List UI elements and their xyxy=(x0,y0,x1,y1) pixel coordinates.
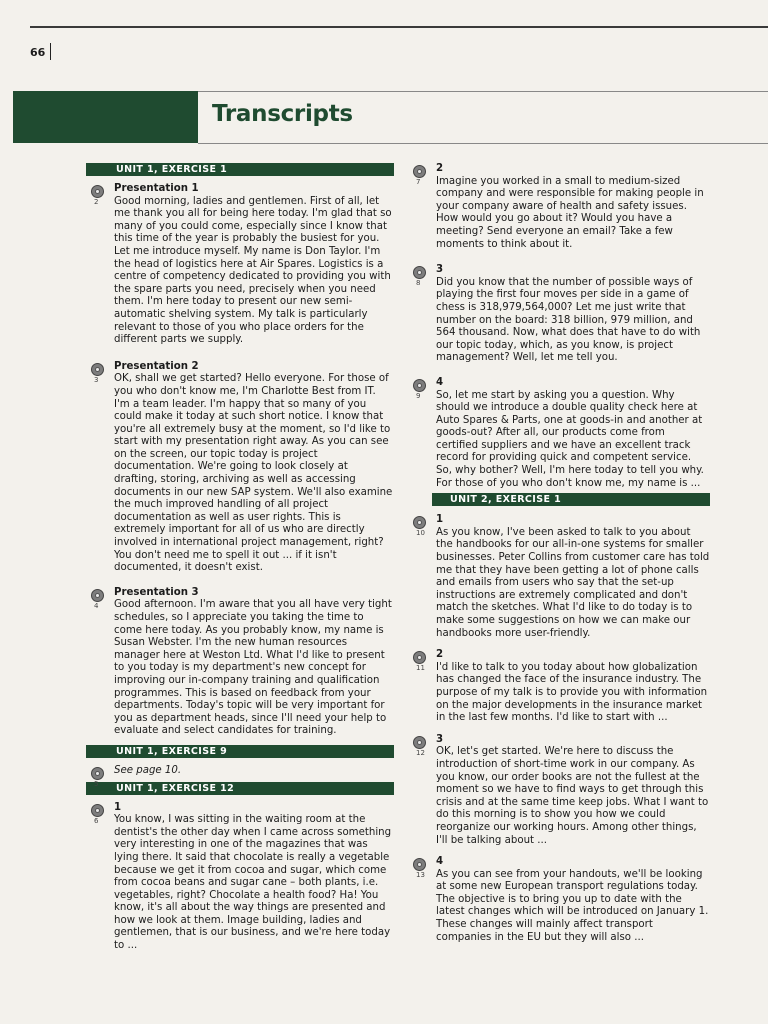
cd-icon xyxy=(413,651,426,664)
entry-text: I'd like to talk to you today about how globalization has changed the face of the insurance industry. The purpose of my talk is to provide you with information on the major developments in the insurance market in the last few months. I'd like to start with ... xyxy=(436,661,708,724)
cd-icon xyxy=(413,516,426,529)
page-number-divider xyxy=(50,43,51,60)
section-header: UNIT 2, EXERCISE 1 xyxy=(432,493,710,506)
top-rule xyxy=(30,26,768,28)
cd-icon xyxy=(91,767,104,780)
title-rule-top xyxy=(198,91,768,92)
entry-heading: Presentation 2 xyxy=(114,360,199,372)
transcript-entry xyxy=(408,649,710,725)
entry-text: See page 10. xyxy=(114,764,182,776)
entry-text: OK, let's get started. We're here to discuss the introduction of short-time work in our company. As you know, our order books are not the fullest at the moment so we have to find ways to get through this crisis and at the same time keep jobs. What I want to do this morning is to show you how we could reorganize our working hours. Among other things, I'll be talking about ... xyxy=(436,746,709,846)
track-number: 8 xyxy=(416,279,421,288)
cd-icon xyxy=(413,165,426,178)
cd-icon xyxy=(91,363,104,376)
entry-heading: 4 xyxy=(436,856,444,868)
entry-text: As you can see from your handouts, we'll be looking at some new European transport regulations today. The objective is to bring you up to date with the latest changes which will be introduced on January 1. These changes will mainly affect transport companies in the EU but they will also ... xyxy=(436,868,709,943)
cd-icon xyxy=(413,379,426,392)
page-number: 66 xyxy=(30,46,46,59)
transcript-entry xyxy=(408,264,710,365)
entry-heading: 3 xyxy=(436,733,444,745)
entry-heading: 4 xyxy=(436,376,444,388)
section-header: UNIT 1, EXERCISE 1 xyxy=(86,163,394,176)
transcript-entry xyxy=(86,183,394,347)
cd-icon xyxy=(91,804,104,817)
track-number: 3 xyxy=(94,375,99,384)
track-number: 11 xyxy=(416,664,425,673)
entry-heading: 2 xyxy=(436,163,444,174)
transcript-entry xyxy=(408,734,710,847)
entry-heading: 1 xyxy=(436,514,444,526)
transcript-entry xyxy=(408,514,710,640)
title-rule-bottom xyxy=(198,143,768,144)
right-column xyxy=(408,163,710,944)
transcript-entry xyxy=(86,361,394,575)
entry-text: So, let me start by asking you a question. Why should we introduce a double quality check here at Auto Spares & Parts, one at goods-in and another at goods-out? After all, our products come from certified suppliers and we have an excellent track record for providing quick and competent service. So, why bother? Well, I'm here today to tell you why. For those of you who don't know me, my name is ... xyxy=(436,389,704,489)
section-header: UNIT 1, EXERCISE 9 xyxy=(86,745,394,758)
section-header: UNIT 1, EXERCISE 12 xyxy=(86,782,394,795)
entry-text: OK, shall we get started? Hello everyone. For those of you who don't know me, I'm Charlotte Best from IT. I'm a team leader. I'm happy that so many of you could make it today at such short notice. I know that you're all extremely busy at the moment, so I'd like to start with my presentation right away. As you can see on the screen, our topic today is project documentation. We're going to look closely at drafting, storing, archiving as well as accessing documents in our new SAP system. We'll also examine the much improved handling of all project documentation as well as user rights. This is extremely important for all of us who are directly involved in international project management, right? You don't need me to spell it out ... if it isn't documented, it doesn't exist. xyxy=(114,373,393,574)
entry-heading: 3 xyxy=(436,264,444,276)
entry-heading: Presentation 3 xyxy=(114,586,199,598)
entry-heading: Presentation 1 xyxy=(114,183,199,194)
track-number: 5 xyxy=(94,779,99,788)
cd-icon xyxy=(413,736,426,749)
track-number: 9 xyxy=(416,391,421,400)
entry-text: Did you know that the number of possible ways of playing the first four moves per side in a game of chess is 318,979,564,000? Let me just write that number on the board: 318 billion, 979 million, and 564 thousand. Now, what does that have to do with our topic today, which, as you know, is project management? Well, let me tell you. xyxy=(436,276,701,364)
entry-heading: 1 xyxy=(114,801,122,813)
track-number: 12 xyxy=(416,748,425,757)
cd-icon xyxy=(413,858,426,871)
cd-icon xyxy=(91,185,104,198)
track-number: 13 xyxy=(416,871,425,880)
transcript-entry xyxy=(86,587,394,738)
entry-text: You know, I was sitting in the waiting room at the dentist's the other day when I came across something very interesting in one of the magazines that was lying there. It said that chocolate is really a vegetable because we get it from cocoa and sugar, which come from cocoa beans and sugar cane – both plants, i.e. vegetables, right? Chocolate a health food? Ha! You know, it's all about the way things are presented and how we look at them. Image building, ladies and gentlemen, that is our business, and we're here today to ... xyxy=(114,814,392,952)
cd-icon xyxy=(91,589,104,602)
track-number: 2 xyxy=(94,198,99,206)
transcript-entry xyxy=(408,377,710,490)
left-column xyxy=(86,163,394,953)
entry-heading: 2 xyxy=(436,649,444,661)
page-title: Transcripts xyxy=(212,101,353,127)
cd-icon xyxy=(413,266,426,279)
entry-text: Good morning, ladies and gentlemen. First of all, let me thank you all for being here today. I'm glad that so many of you could come, especially since I know that this time of the year is probably the busiest for you. Let me introduce myself. My name is Don Taylor. I'm the head of logistics here at Air Spares. Logistics is a centre of competency dedicated to providing you with the spare parts you need, precisely when you need them. I'm here today to present our new semi-automatic shelving system. My talk is particularly relevant to those of you who place orders for the different parts we supply. xyxy=(114,195,392,346)
title-band xyxy=(13,91,198,143)
track-number: 7 xyxy=(416,178,421,186)
entry-text: Imagine you worked in a small to medium-sized company and were responsible for making people in your company aware of health and safety issues. How would you go about it? Would you have a meeting? Send everyone an email? Take a few moments to think about it. xyxy=(436,175,704,250)
transcript-entry xyxy=(408,163,710,251)
entry-text: Good afternoon. I'm aware that you all have very tight schedules, so I appreciate you taking the time to come here today. As you probably know, my name is Susan Webster. I'm the new human resources manager here at Weston Ltd. What I'd like to present to you today is my department's new concept for improving our in-company training and qualification programmes. This is based on feedback from your departments. Today's topic will be very important for you as department heads, since I'll need your help to evaluate and select candidates for training. xyxy=(114,599,392,737)
transcript-entry xyxy=(408,856,710,944)
track-number: 4 xyxy=(94,601,99,610)
entry-text: As you know, I've been asked to talk to you about the handbooks for our all-in-one systems for smaller businesses. Peter Collins from customer care has told me that they have been getting a lot of phone calls and emails from users who say that the set-up instructions are extremely complicated and don't match the sketches. What I'd like to do today is to make some suggestions on how we can make our handbooks more user-friendly. xyxy=(436,526,710,639)
track-number: 10 xyxy=(416,529,425,538)
track-number: 6 xyxy=(94,816,99,825)
transcript-entry xyxy=(86,802,394,953)
